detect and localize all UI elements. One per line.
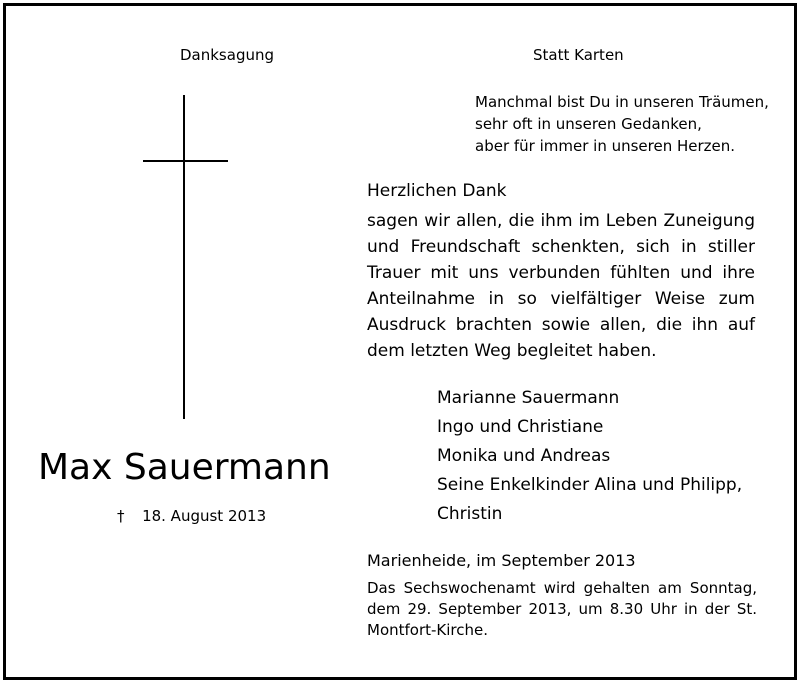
deceased-name: Max Sauermann <box>38 447 331 488</box>
cross-vertical-bar <box>183 95 185 419</box>
poem-line: Manchmal bist Du in unseren Träumen, <box>475 93 769 111</box>
cross-horizontal-bar <box>143 160 228 162</box>
family-member: Seine Enkelkinder Alina und Philipp, <box>437 475 743 495</box>
death-line <box>117 507 266 525</box>
header-statt-karten: Statt Karten <box>533 46 624 64</box>
service-notice: Das Sechswochenamt wird gehalten am Sonntag, dem 29. September 2013, um 8.30 Uhr in der St. Montfort-Kirche. <box>367 579 757 639</box>
family-member: Christin <box>437 504 503 524</box>
death-cross-icon: † <box>117 507 125 525</box>
place-date: Marienheide, im September 2013 <box>367 551 636 570</box>
header-danksagung: Danksagung <box>180 46 274 64</box>
death-date: 18. August 2013 <box>142 507 267 525</box>
poem-line: aber für immer in unseren Herzen. <box>475 137 736 155</box>
family-member: Monika und Andreas <box>437 446 611 466</box>
family-member: Marianne Sauermann <box>437 388 620 408</box>
family-list <box>437 384 742 529</box>
family-member: Ingo und Christiane <box>437 417 604 437</box>
thanks-body: sagen wir allen, die ihm im Leben Zuneigung und Freundschaft schenkten, sich in stiller Trauer mit uns verbunden fühlten und ihre Anteilnahme in so vielfältiger Weise zum Ausdruck brachten sowie allen, die ihn auf dem letzten Weg begleitet haben. <box>367 211 755 361</box>
thanks-title: Herzlichen Dank <box>367 181 507 201</box>
poem-line: sehr oft in unseren Gedanken, <box>475 115 702 133</box>
poem <box>475 91 769 157</box>
